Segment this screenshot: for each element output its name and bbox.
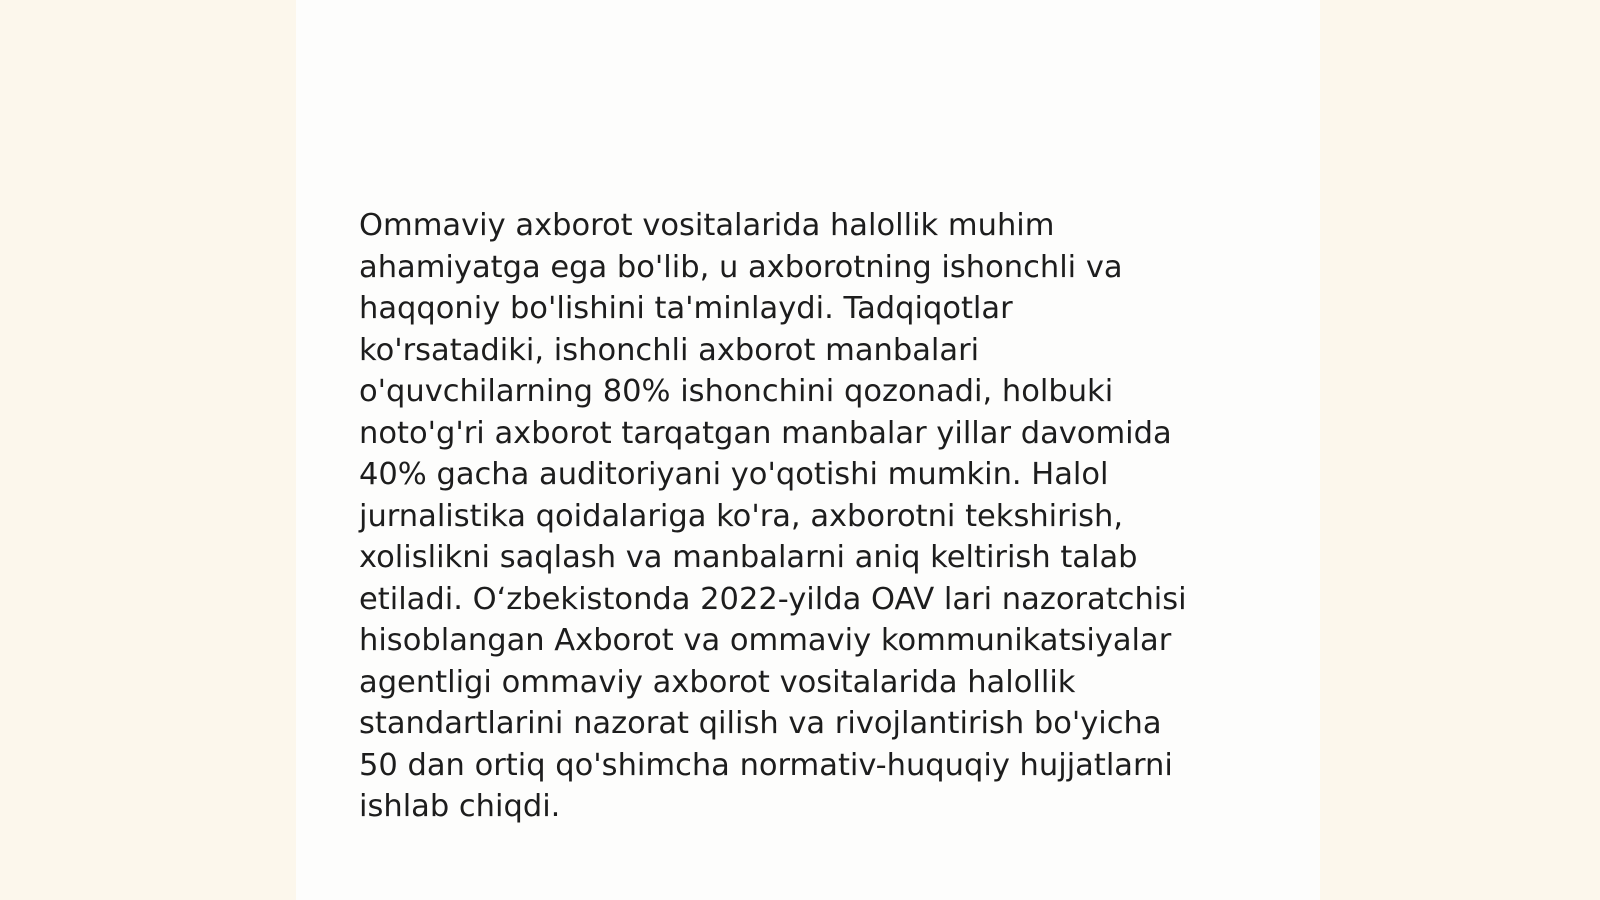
- paragraph-line: ko'rsatadiki, ishonchli axborot manbalari: [359, 332, 980, 368]
- paragraph-line: ahamiyatga ega bo'lib, u axborotning ishonchli va: [359, 249, 1123, 285]
- paragraph-line: standartlarini nazorat qilish va rivojlantirish bo'yicha: [359, 706, 1162, 741]
- paragraph-line: haqqoniy bo'lishini ta'minlaydi. Tadqiqotlar: [359, 291, 1013, 326]
- paragraph-line: 50 dan ortiq qo'shimcha normativ-huquqiy hujjatlarni: [359, 747, 1173, 783]
- paragraph-line: Ommaviy axborot vositalarida halollik muhim: [359, 208, 1055, 243]
- paragraph-line: jurnalistika qoidalariga ko'ra, axborotni tekshirish,: [359, 498, 1124, 534]
- paragraph-line: o'quvchilarning 80% ishonchini qozonadi, holbuki: [359, 374, 1114, 409]
- paragraph-line: hisoblangan Axborot va ommaviy kommunikatsiyalar: [359, 623, 1172, 658]
- paragraph-line: noto'g'ri axborot tarqatgan manbalar yillar davomida: [359, 415, 1172, 451]
- document-page: [296, 0, 1320, 900]
- paragraph-line: xolislikni saqlash va manbalarni aniq keltirish talab: [359, 540, 1138, 575]
- paragraph-line: 40% gacha auditoriyani yo'qotishi mumkin. Halol: [359, 457, 1109, 492]
- paragraph-line: etiladi. O‘zbekistonda 2022-yilda OAV lari nazoratchisi: [359, 581, 1187, 617]
- body-paragraph: [359, 205, 1259, 828]
- paragraph-line: ishlab chiqdi.: [359, 789, 561, 824]
- paragraph-line: agentligi ommaviy axborot vositalarida halollik: [359, 664, 1076, 700]
